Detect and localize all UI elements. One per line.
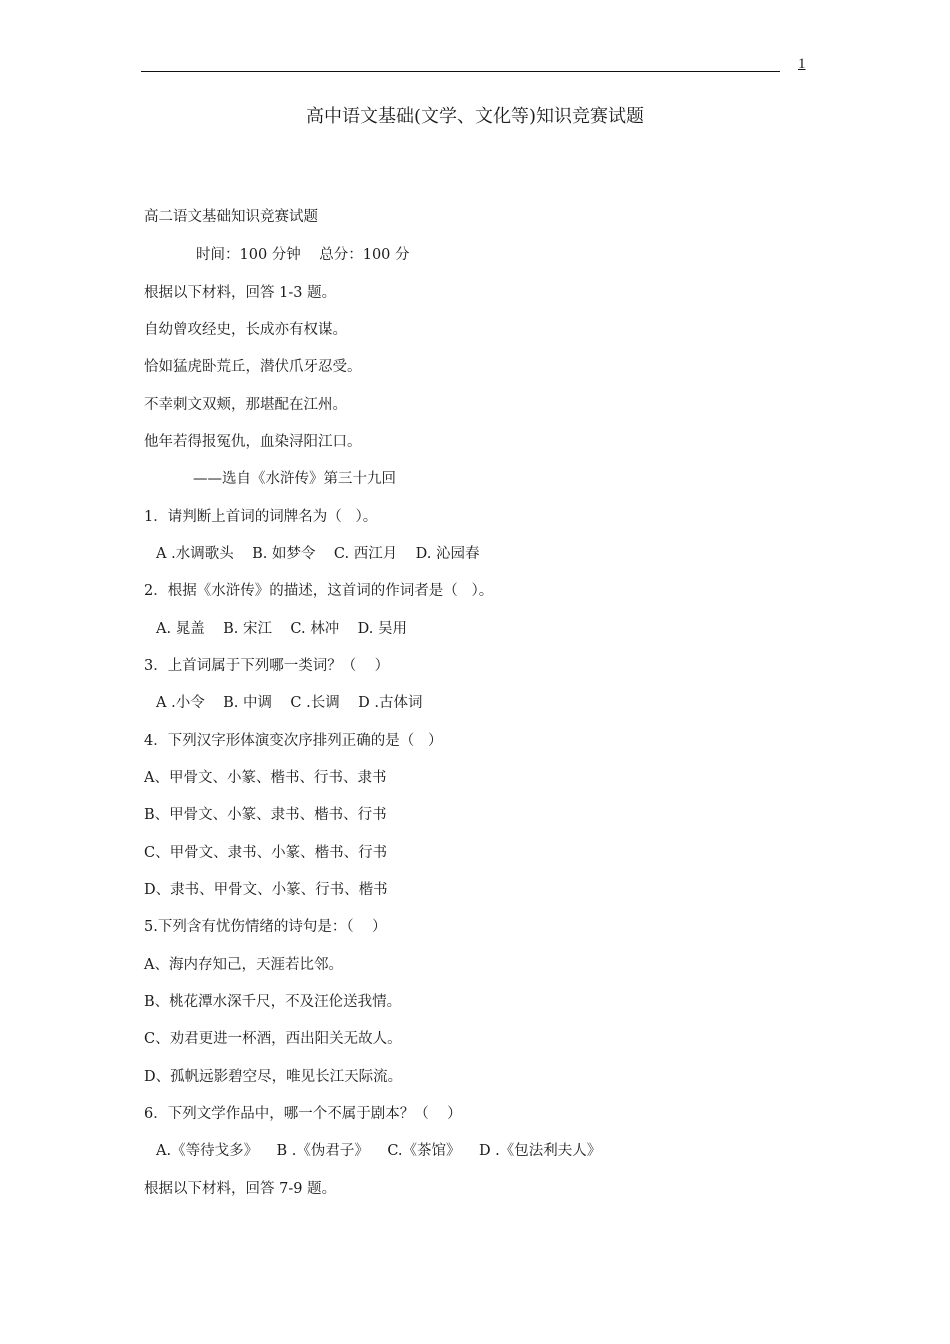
poem-line: 他年若得报冤仇，血染浔阳江口。 xyxy=(144,434,362,450)
material-intro-line: 根据以下材料，回答 7-9 题。 xyxy=(144,1181,337,1197)
document-title: 高中语文基础(文学、文化等)知识竞赛试题 xyxy=(305,106,645,127)
poem-source-line: ——选自《水浒传》第三十九回 xyxy=(193,471,396,487)
option-line: A、甲骨文、小篆、楷书、行书、隶书 xyxy=(144,770,387,786)
material-intro-line: 根据以下材料，回答 1-3 题。 xyxy=(144,285,337,301)
options-line: A.《等待戈多》 B .《伪君子》 C.《茶馆》 D .《包法利夫人》 xyxy=(156,1143,602,1159)
question-line: 6．下列文学作品中，哪一个不属于剧本？（ ） xyxy=(144,1106,462,1122)
page-number: 1 xyxy=(798,56,806,72)
exam-info-line: 时间：100 分钟 总分：100 分 xyxy=(196,247,410,263)
option-line: A、海内存知己，天涯若比邻。 xyxy=(144,957,343,973)
option-line: C、劝君更进一杯酒，西出阳关无故人。 xyxy=(144,1031,402,1047)
poem-line: 不幸刺文双颊，那堪配在江州。 xyxy=(144,397,347,413)
poem-line: 恰如猛虎卧荒丘，潜伏爪牙忍受。 xyxy=(144,359,362,375)
options-line: A .水调歌头 B. 如梦令 C. 西江月 D. 沁园春 xyxy=(156,546,480,562)
poem-line: 自幼曾攻经史，长成亦有权谋。 xyxy=(144,322,347,338)
question-line: 2．根据《水浒传》的描述，这首词的作词者是（ ）。 xyxy=(144,583,494,599)
options-line: A .小令 B. 中调 C .长调 D .古体词 xyxy=(156,695,423,711)
options-line: A. 晁盖 B. 宋江 C. 林冲 D. 吴用 xyxy=(156,621,407,637)
question-line: 3．上首词属于下列哪一类词？（ ） xyxy=(144,658,390,674)
subtitle-line: 高二语文基础知识竞赛试题 xyxy=(144,209,318,225)
option-line: D、孤帆远影碧空尽，唯见长江天际流。 xyxy=(144,1069,403,1085)
question-line: 4．下列汉字形体演变次序排列正确的是（ ） xyxy=(144,733,443,749)
option-line: B、甲骨文、小篆、隶书、楷书、行书 xyxy=(144,807,387,823)
option-line: C、甲骨文、隶书、小篆、楷书、行书 xyxy=(144,845,388,861)
option-line: B、桃花潭水深千尺，不及汪伦送我情。 xyxy=(144,994,402,1010)
header-rule xyxy=(141,71,780,72)
question-line: 5.下列含有忧伤情绪的诗句是：（ ） xyxy=(144,919,387,935)
question-line: 1．请判断上首词的词牌名为（ ）。 xyxy=(144,509,378,525)
option-line: D、隶书、甲骨文、小篆、行书、楷书 xyxy=(144,882,388,898)
